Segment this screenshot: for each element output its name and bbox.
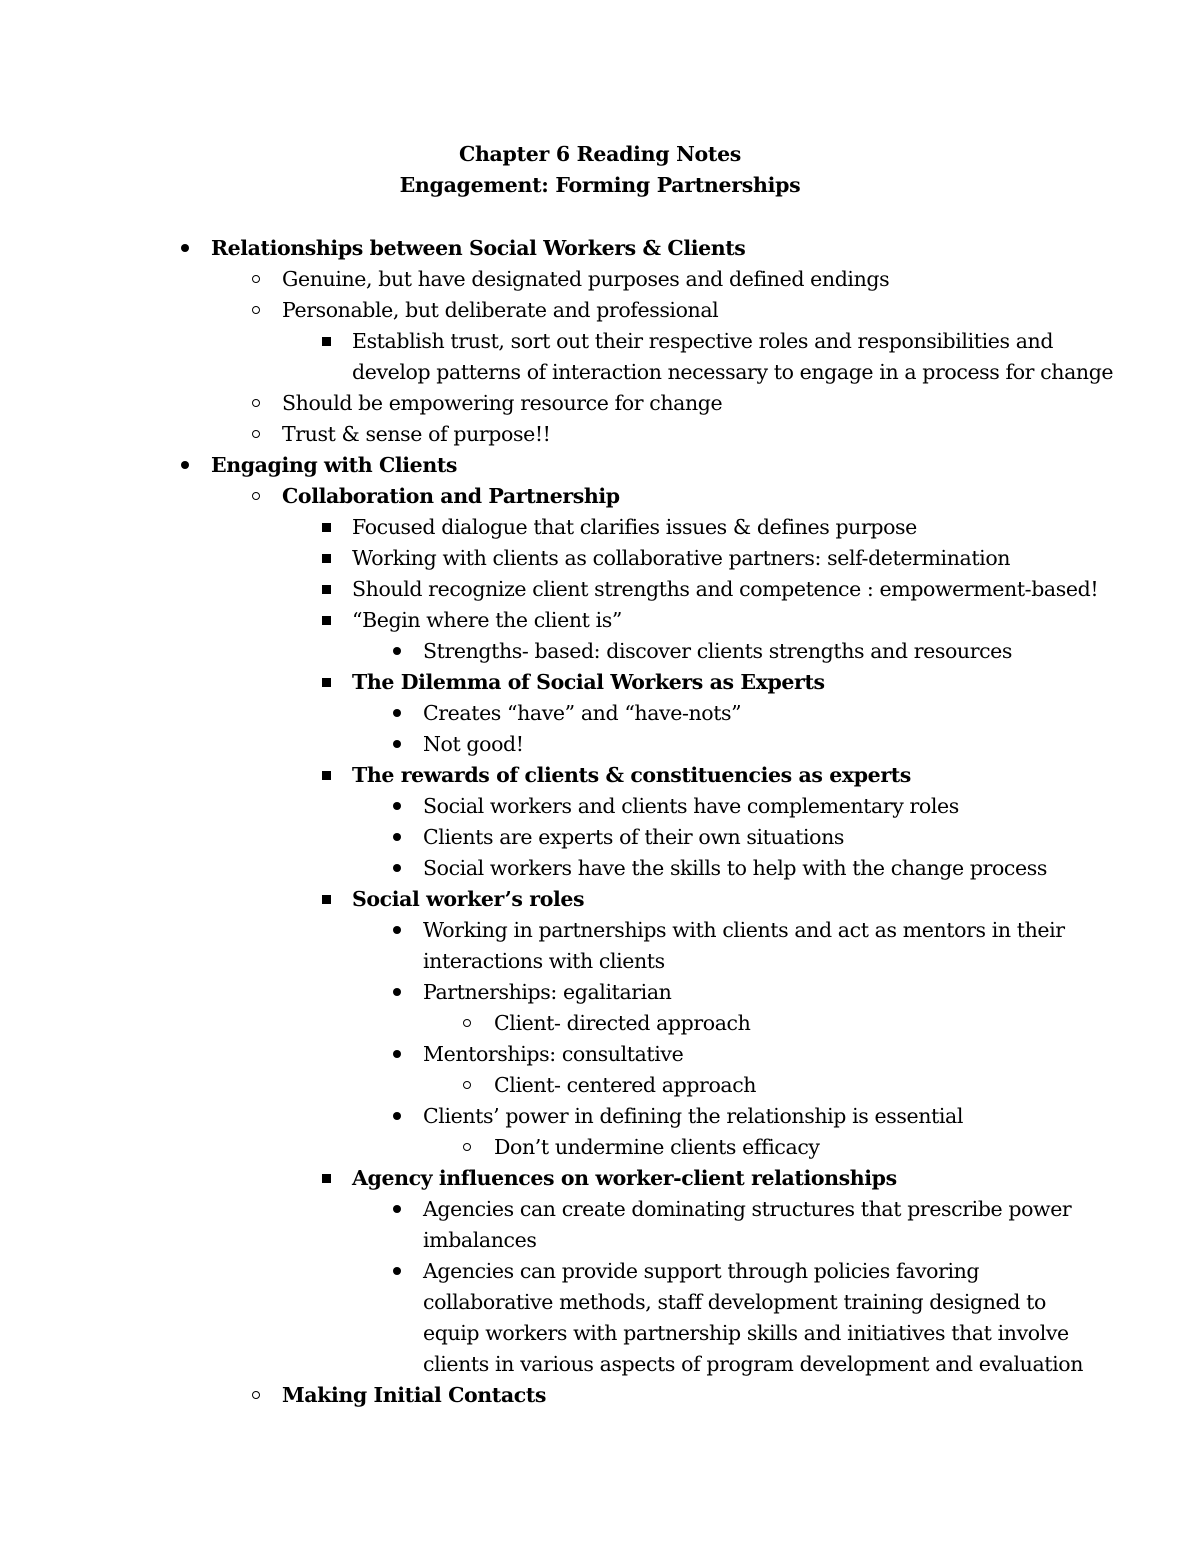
note-item [0, 636, 1200, 667]
note-item [0, 1132, 1200, 1163]
note-item [0, 1256, 1200, 1287]
bullet-circle-icon [457, 1132, 477, 1163]
note-item [0, 698, 1200, 729]
note-item [0, 388, 1200, 419]
note-item [0, 1163, 1200, 1194]
note-item [0, 1318, 1200, 1349]
note-item [0, 1225, 1200, 1256]
page-title: Chapter 6 Reading Notes [458, 142, 742, 166]
note-text: Relationships between Social Workers & Clients [211, 236, 746, 260]
note-item [0, 357, 1200, 388]
note-item [0, 1380, 1200, 1411]
bullet-dot-icon [387, 1101, 407, 1132]
note-item [0, 1101, 1200, 1132]
note-item [0, 543, 1200, 574]
bullet-circle-icon [457, 1008, 477, 1039]
note-text: Not good! [423, 732, 524, 756]
note-text: Social workers have the skills to help with the change process [423, 856, 1047, 880]
note-text: Trust & sense of purpose!! [282, 422, 551, 446]
bullet-circle-icon [246, 1380, 266, 1411]
bullet-square-icon [316, 884, 336, 915]
note-item [0, 512, 1200, 543]
note-text: imbalances [423, 1228, 537, 1252]
note-text: Creates “have” and “have-nots” [423, 701, 742, 725]
note-text: Focused dialogue that clarifies issues & defines purpose [352, 515, 917, 539]
note-text: Strengths- based: discover clients strengths and resources [423, 639, 1013, 663]
note-text: Working in partnerships with clients and act as mentors in their [423, 918, 1065, 942]
note-item [0, 326, 1200, 357]
bullet-circle-icon [246, 481, 266, 512]
note-text: Should be empowering resource for change [282, 391, 723, 415]
note-text: Collaboration and Partnership [282, 484, 620, 508]
note-text: Social worker’s roles [352, 887, 585, 911]
note-text: Clients are experts of their own situations [423, 825, 844, 849]
note-item [0, 450, 1200, 481]
bullet-square-icon [316, 543, 336, 574]
bullet-dot-icon [387, 853, 407, 884]
note-text: Personable, but deliberate and professional [282, 298, 719, 322]
note-text: Engaging with Clients [211, 453, 458, 477]
note-item [0, 1070, 1200, 1101]
bullet-dot-icon [387, 977, 407, 1008]
bullet-dot-icon [387, 822, 407, 853]
note-item [0, 481, 1200, 512]
bullet-dot-icon [387, 1039, 407, 1070]
note-item [0, 1008, 1200, 1039]
bullet-dot-icon [387, 791, 407, 822]
note-item [0, 233, 1200, 264]
bullet-square-icon [316, 1163, 336, 1194]
bullet-dot-icon [387, 636, 407, 667]
bullet-dot-icon [175, 233, 195, 264]
note-text: The rewards of clients & constituencies as experts [352, 763, 911, 787]
bullet-circle-icon [246, 388, 266, 419]
bullet-square-icon [316, 760, 336, 791]
note-text: equip workers with partnership skills and initiatives that involve [423, 1321, 1069, 1345]
note-item [0, 884, 1200, 915]
note-item [0, 1287, 1200, 1318]
note-item [0, 946, 1200, 977]
note-item [0, 667, 1200, 698]
bullet-dot-icon [387, 698, 407, 729]
note-text: develop patterns of interaction necessary to engage in a process for change [352, 360, 1114, 384]
note-text: The Dilemma of Social Workers as Experts [352, 670, 825, 694]
note-text: “Begin where the client is” [352, 608, 622, 632]
bullet-square-icon [316, 667, 336, 698]
note-text: Working with clients as collaborative partners: self-determination [352, 546, 1011, 570]
note-item [0, 822, 1200, 853]
note-text: Social workers and clients have complementary roles [423, 794, 959, 818]
bullet-dot-icon [387, 915, 407, 946]
notes-list [0, 233, 1200, 1411]
bullet-circle-icon [457, 1070, 477, 1101]
note-item [0, 1349, 1200, 1380]
bullet-circle-icon [246, 419, 266, 450]
page-subtitle: Engagement: Forming Partnerships [399, 173, 801, 197]
note-text: interactions with clients [423, 949, 665, 973]
note-item [0, 853, 1200, 884]
bullet-square-icon [316, 574, 336, 605]
note-item [0, 977, 1200, 1008]
bullet-dot-icon [175, 450, 195, 481]
note-text: collaborative methods, staff development training designed to [423, 1290, 1046, 1314]
bullet-square-icon [316, 512, 336, 543]
note-text: Client- centered approach [494, 1073, 757, 1097]
note-text: Should recognize client strengths and competence : empowerment-based! [352, 577, 1099, 601]
bullet-circle-icon [246, 295, 266, 326]
note-text: Clients’ power in defining the relationship is essential [423, 1104, 963, 1128]
note-item [0, 760, 1200, 791]
bullet-square-icon [316, 326, 336, 357]
note-text: Agencies can create dominating structures that prescribe power [423, 1197, 1072, 1221]
note-text: Partnerships: egalitarian [423, 980, 672, 1004]
note-text: Making Initial Contacts [282, 1383, 547, 1407]
note-item [0, 729, 1200, 760]
bullet-circle-icon [246, 264, 266, 295]
bullet-square-icon [316, 605, 336, 636]
bullet-dot-icon [387, 729, 407, 760]
note-item [0, 1039, 1200, 1070]
note-text: Client- directed approach [494, 1011, 751, 1035]
note-item [0, 419, 1200, 450]
bullet-dot-icon [387, 1256, 407, 1287]
note-text: clients in various aspects of program development and evaluation [423, 1352, 1084, 1376]
note-item [0, 605, 1200, 636]
note-item [0, 264, 1200, 295]
note-text: Genuine, but have designated purposes and defined endings [282, 267, 890, 291]
bullet-dot-icon [387, 1194, 407, 1225]
note-item [0, 574, 1200, 605]
note-text: Agency influences on worker-client relationships [352, 1166, 897, 1190]
note-text: Establish trust, sort out their respective roles and responsibilities and [352, 329, 1054, 353]
note-text: Agencies can provide support through policies favoring [423, 1259, 980, 1283]
note-item [0, 915, 1200, 946]
note-item [0, 1194, 1200, 1225]
note-text: Mentorships: consultative [423, 1042, 684, 1066]
note-text: Don’t undermine clients efficacy [494, 1135, 820, 1159]
note-item [0, 791, 1200, 822]
note-item [0, 295, 1200, 326]
